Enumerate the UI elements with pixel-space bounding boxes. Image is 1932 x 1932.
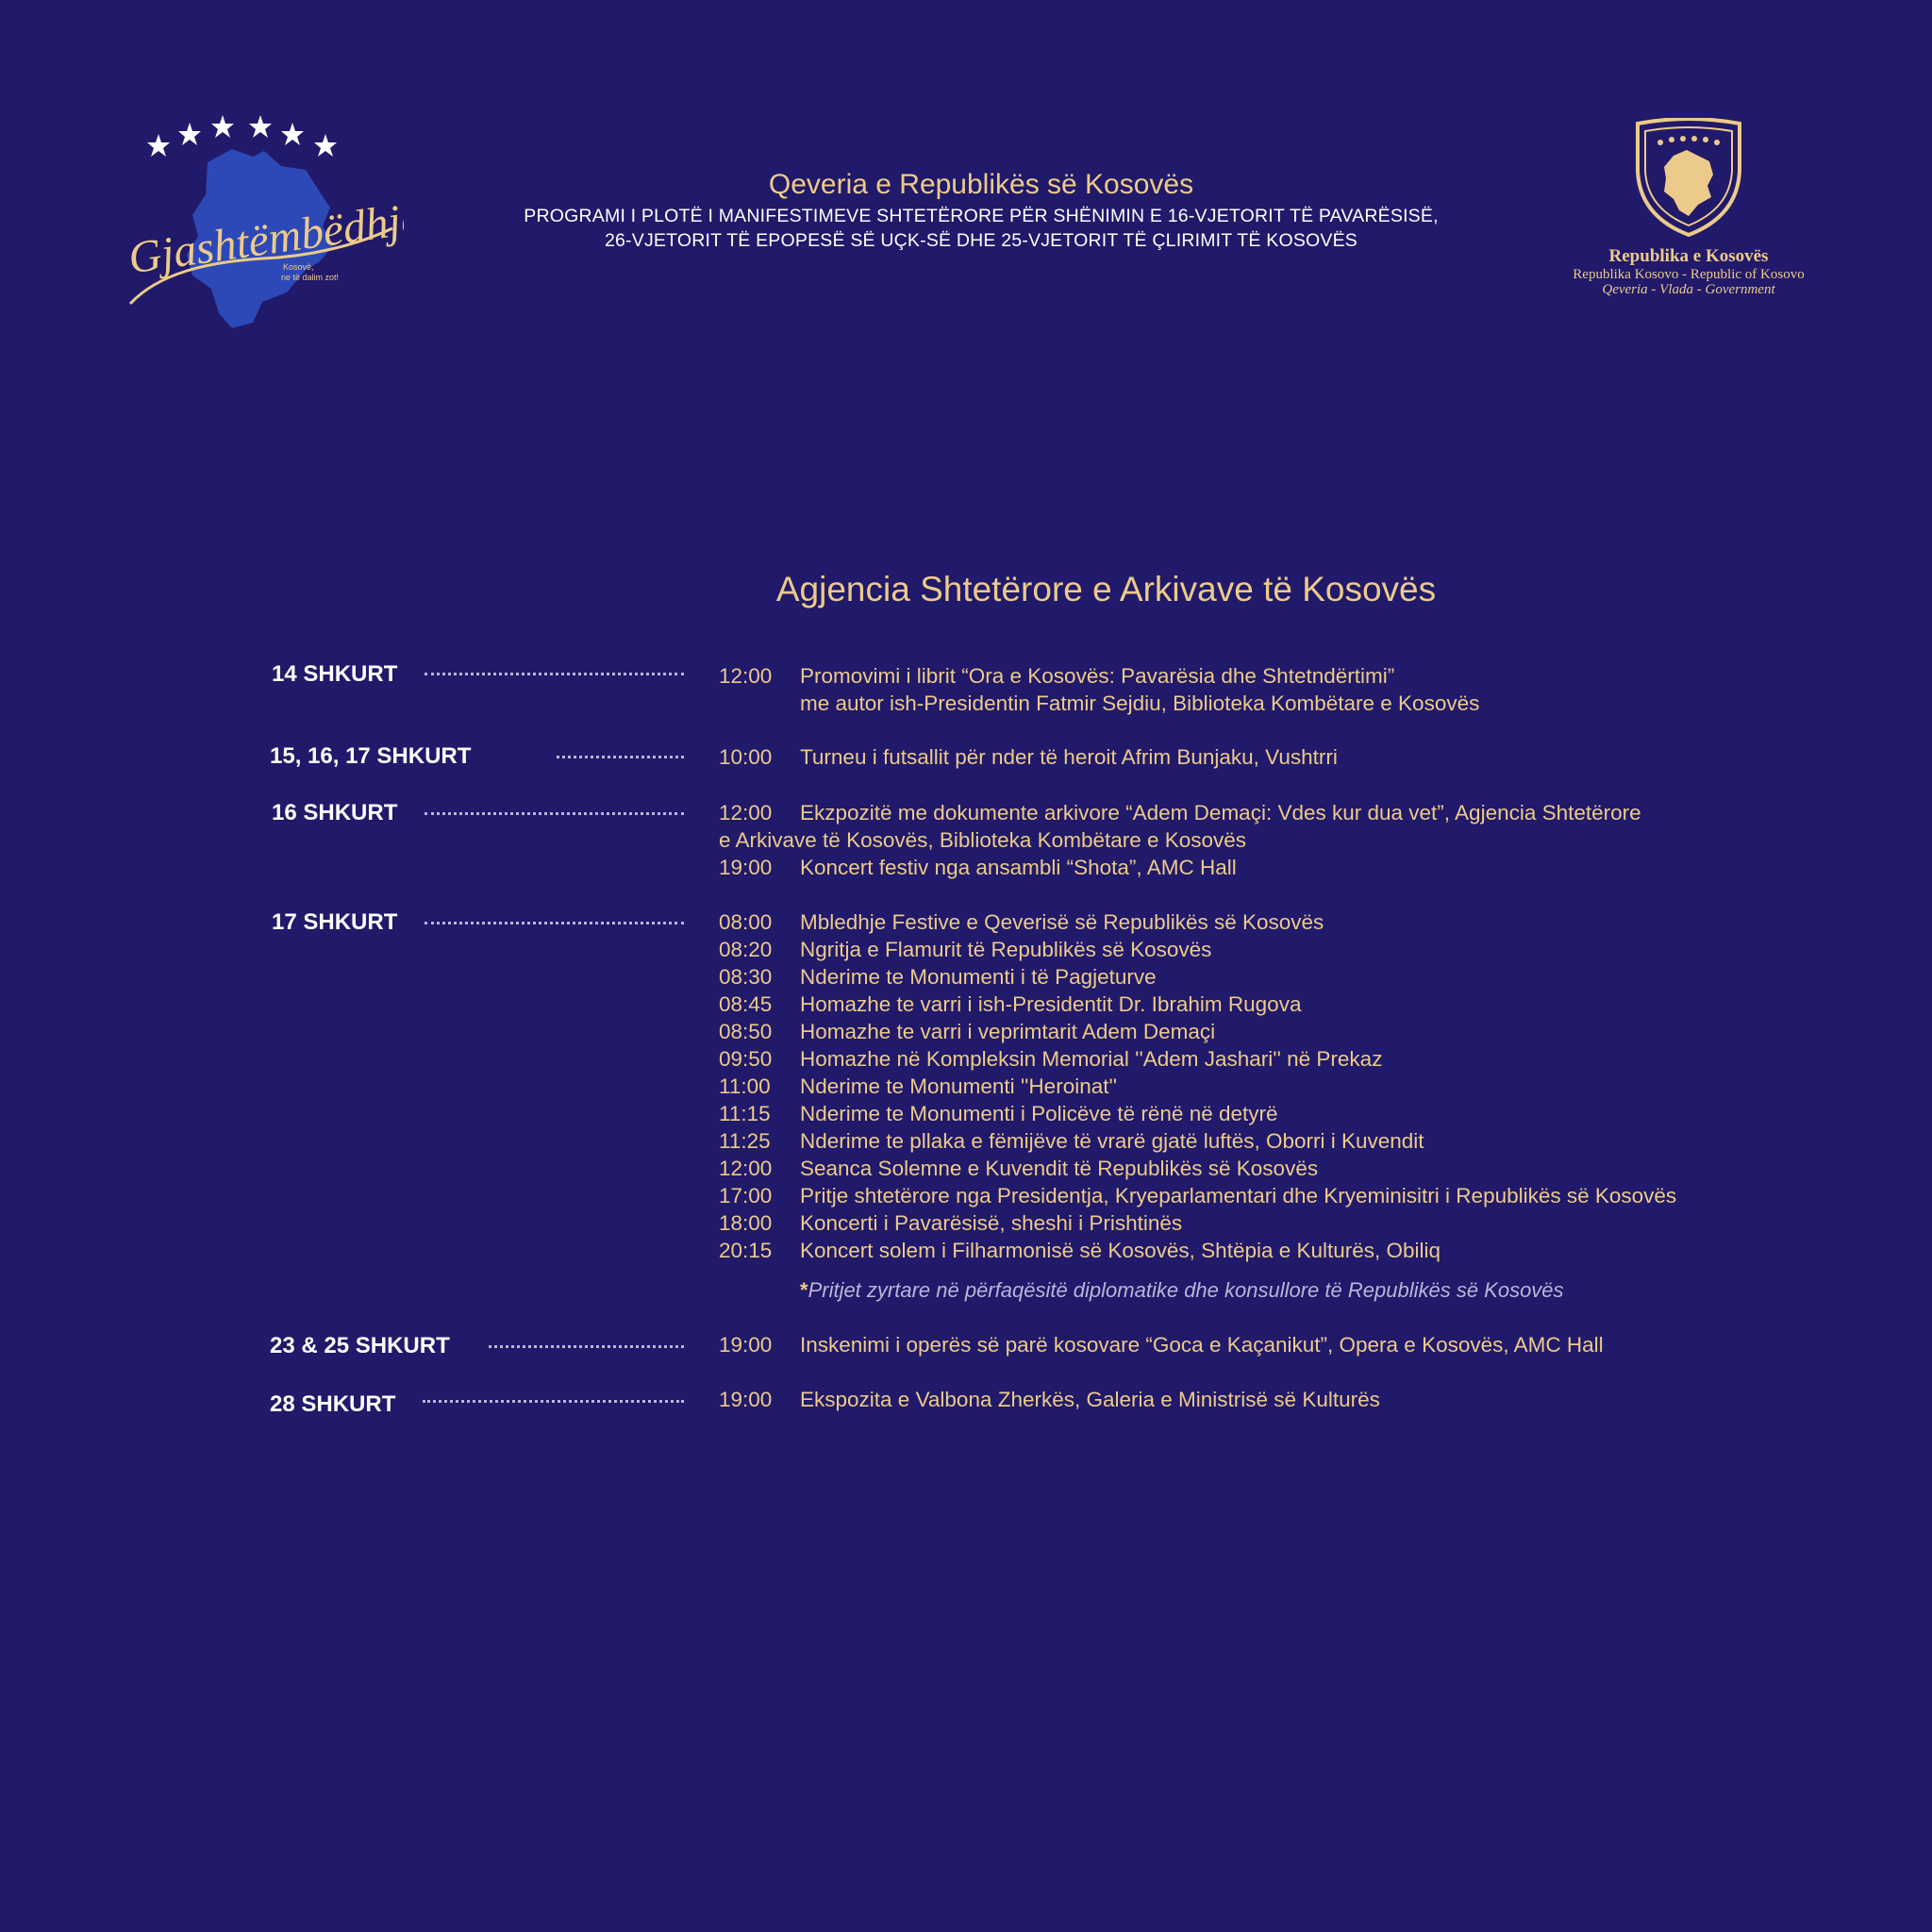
event-time: 17:00 (719, 1184, 773, 1208)
event-text: Inskenimi i operës së parë kosovare “Goca e Kaçanikut”, Opera e Kosovës, AMC Hall (800, 1333, 1604, 1357)
event-row (719, 963, 1157, 991)
event-row (719, 743, 1338, 771)
section-title: Agjencia Shtetërore e Arkivave të Kosovës (775, 570, 1437, 608)
emblem-title: Republika e Kosovës (1608, 246, 1769, 266)
header (415, 166, 1547, 253)
dotted-leader (425, 812, 684, 815)
event-time: 11:00 (719, 1074, 771, 1098)
date-label: 15, 16, 17 SHKURT (270, 743, 472, 769)
event-text: Koncert solem i Filharmonisë së Kosovës, Shtëpia e Kulturës, Obiliq (800, 1239, 1441, 1262)
date-label: 28 SHKURT (270, 1391, 396, 1417)
svg-text:Kosovë,: Kosovë, (283, 262, 314, 272)
event-text: Nderime te Monumenti ''Heroinat'' (800, 1074, 1118, 1098)
event-row (719, 1331, 1604, 1358)
event-text: Nderime te pllaka e fëmijëve të vrarë gjatë luftës, Oborri i Kuvendit (800, 1129, 1424, 1153)
event-text: Koncerti i Pavarësisë, sheshi i Prishtinës (800, 1211, 1183, 1235)
program-line-1: PROGRAMI I PLOTË I MANIFESTIMEVE SHTETËRORE PËR SHËNIMIN E 16-VJETORIT TË PAVARËSISË, (524, 206, 1439, 226)
event-time: 11:15 (719, 1102, 771, 1125)
event-text-continued: e Arkivave të Kosovës, Biblioteka Kombëtare e Kosovës (719, 828, 1247, 852)
event-time: 19:00 (719, 1388, 773, 1411)
logo-graphic (121, 104, 404, 340)
event-text: Ekzpozitë me dokumente arkivore “Adem Demaçi: Vdes kur dua vet”, Agjencia Shtetërore (800, 801, 1641, 824)
event-row (719, 1386, 1380, 1413)
dotted-leader (489, 1345, 684, 1348)
gjashtembedhjete-logo (121, 104, 404, 340)
emblem-subtitle: Republika Kosovo - Republic of Kosovo (1573, 267, 1805, 282)
event-row (719, 936, 1211, 963)
event-text: Pritje shtetërore nga Presidentja, Kryeparlamentari dhe Kryeminisitri i Republikës së Kosovës (800, 1184, 1677, 1208)
event-row (719, 991, 1301, 1018)
event-text: Mbledhje Festive e Qeverisë së Republikës së Kosovës (800, 910, 1324, 934)
event-time: 19:00 (719, 856, 773, 879)
program-line-2: 26-VJETORIT TË EPOPESË SË UÇK-SË DHE 25-VJETORIT TË ÇLIRIMIT TË KOSOVËS (604, 230, 1358, 251)
stars-icon (147, 115, 337, 157)
dotted-leader (425, 673, 684, 675)
event-time: 08:20 (719, 938, 773, 961)
event-row (719, 1073, 1117, 1100)
date-label: 23 & 25 SHKURT (270, 1333, 450, 1358)
date-label: 17 SHKURT (272, 909, 398, 935)
dotted-leader (425, 922, 684, 924)
event-text: Koncert festiv nga ansambli “Shota”, AMC Hall (800, 856, 1237, 879)
event-text: Homazhe te varri i veprimtarit Adem Demaçi (800, 1020, 1216, 1043)
footnote-asterisk: * (800, 1278, 808, 1302)
event-time: 20:15 (719, 1239, 773, 1262)
event-row (719, 1237, 1441, 1264)
event-row (719, 1182, 1676, 1209)
coat-of-arms-icon (1632, 118, 1745, 241)
event-row (719, 854, 1237, 881)
government-title: Qeveria e Republikës së Kosovës (768, 169, 1194, 200)
event-time: 11:25 (719, 1129, 771, 1153)
event-time: 12:00 (719, 664, 773, 688)
footnote (800, 1278, 1564, 1303)
dotted-leader (423, 1400, 684, 1403)
event-text: Nderime te Monumenti i Policëve të rënë në detyrë (800, 1102, 1278, 1125)
emblem-government: Qeveria - Vlada - Government (1602, 282, 1775, 297)
event-time: 10:00 (719, 745, 773, 769)
event-time: 09:50 (719, 1047, 773, 1071)
date-label: 16 SHKURT (272, 800, 398, 825)
date-label: 14 SHKURT (272, 661, 398, 687)
event-time: 08:50 (719, 1020, 773, 1043)
event-time: 08:30 (719, 965, 773, 989)
event-text: Homazhe te varri i ish-Presidentit Dr. Ibrahim Rugova (800, 992, 1302, 1016)
event-time: 18:00 (719, 1211, 773, 1235)
event-text: Ekspozita e Valbona Zherkës, Galeria e Ministrisë së Kulturës (800, 1388, 1380, 1411)
kosovo-emblem (1557, 118, 1821, 321)
footnote-text: Pritjet zyrtare në përfaqësitë diplomatike dhe konsullore të Republikës së Kosovës (808, 1278, 1564, 1302)
event-row (719, 1127, 1424, 1155)
event-time: 12:00 (719, 1157, 773, 1180)
event-row (719, 1155, 1318, 1182)
event-time: 08:45 (719, 992, 773, 1016)
event-row (719, 1209, 1182, 1237)
svg-text:ne të dalim zot!: ne të dalim zot! (281, 273, 340, 282)
event-row (719, 1018, 1215, 1045)
event-time: 08:00 (719, 910, 773, 934)
event-time: 12:00 (719, 801, 773, 824)
event-row (719, 662, 1394, 690)
event-text: Turneu i futsallit për nder të heroit Afrim Bunjaku, Vushtrri (800, 745, 1338, 769)
event-text: Promovimi i librit “Ora e Kosovës: Pavarësia dhe Shtetndërtimi” (800, 664, 1395, 688)
event-text-continued: me autor ish-Presidentin Fatmir Sejdiu, Biblioteka Kombëtare e Kosovës (800, 691, 1480, 715)
dotted-leader (557, 756, 684, 758)
event-text: Homazhe në Kompleksin Memorial ''Adem Jashari'' në Prekaz (800, 1047, 1383, 1071)
event-text: Nderime te Monumenti i të Pagjeturve (800, 965, 1157, 989)
event-row (719, 908, 1324, 936)
event-time: 19:00 (719, 1333, 773, 1357)
event-row (719, 1100, 1278, 1127)
event-text: Ngritja e Flamurit të Republikës së Kosovës (800, 938, 1212, 961)
event-row (719, 1045, 1382, 1073)
svg-text:Gjashtëmbëdhjetë: Gjashtëmbëdhjetë (125, 188, 404, 284)
event-text: Seanca Solemne e Kuvendit të Republikës së Kosovës (800, 1157, 1319, 1180)
event-row (719, 799, 1641, 826)
